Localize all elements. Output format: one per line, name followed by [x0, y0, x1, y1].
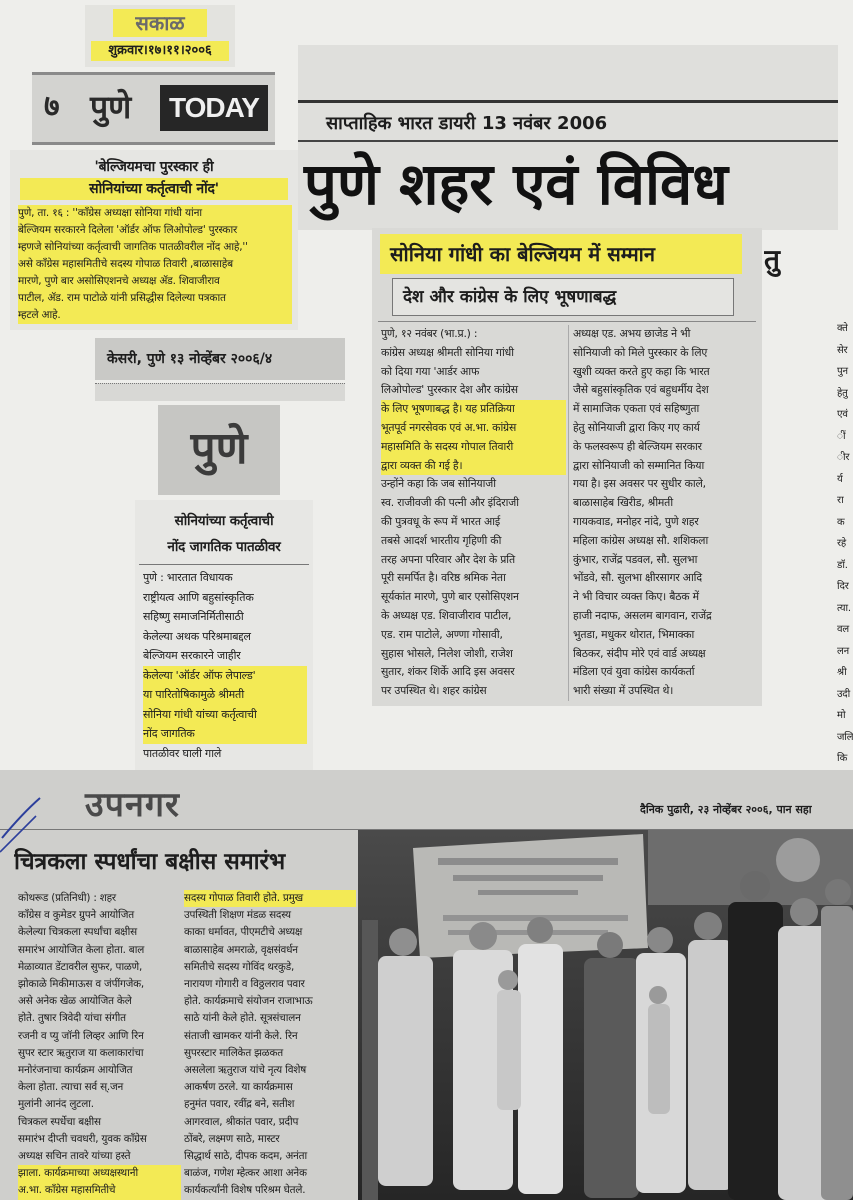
- body-line: झाला. कार्यक्रमाच्या अध्यक्षस्थानी: [18, 1165, 181, 1182]
- clipping-date: शुक्रवार।१७।११।२००६: [91, 41, 229, 61]
- body-line: राष्ट्रीयत्व आणि बहुसांस्कृतिक: [143, 590, 254, 604]
- right-edge-cut-text: [837, 318, 853, 773]
- child-figure: [497, 970, 521, 1110]
- stage-pillar: [362, 920, 378, 1200]
- body-line: केला होता. त्याचा सर्व स्.जन: [18, 1081, 124, 1094]
- body-line: सुपर स्टार ऋतुराज या कलाकारांचा: [18, 1046, 144, 1059]
- body-line: सूर्यकांत मारणे, पुणे बार एसोसिएशन: [381, 590, 519, 604]
- belgium-award-clipping: [10, 150, 298, 330]
- body-line: बेल्जियम सरकारने जाहीर: [143, 649, 241, 662]
- body-line: जैसे बहुसांस्कृतिक एवं बहुधर्मीय देश: [573, 383, 709, 397]
- body-line: काका धर्मावत, पीएमटीचे अध्यक्ष: [184, 926, 303, 939]
- sakal-clipping: [85, 5, 235, 67]
- body-line: बेल्जियम सरकारने दिलेला 'ऑर्डर ऑफ लिओपोल्ड' पुरस्कार: [18, 222, 292, 239]
- body-line: सोनियाजी को मिले पुरस्कार के लिए: [573, 345, 708, 359]
- body-line: होते. तुषार त्रिवेदी यांचा संगीत: [18, 1012, 126, 1025]
- text-fragment: दिर: [837, 581, 849, 592]
- body-line: हेतु सोनियाजी द्वारा किए गए कार्य: [573, 420, 700, 434]
- text-fragment: त्या.: [837, 602, 851, 614]
- person-figure: [584, 932, 639, 1198]
- divider: [298, 140, 838, 142]
- body-line: रजनी व प्यु जॉनी लिव्हर आणि रिन: [18, 1029, 144, 1042]
- article-headline: [139, 508, 309, 565]
- body-line: सुपरस्टार मालिकेत झळकत: [184, 1046, 283, 1059]
- headline-line: 'बेल्जियमचा पुरस्कार ही: [94, 159, 214, 175]
- article-column-2: [184, 890, 356, 1200]
- body-line: अध्यक्ष सचिन तावरे यांच्या हस्ते: [18, 1150, 131, 1163]
- body-line: समितीचे सदस्य गोविंद थरकुडे,: [184, 960, 295, 973]
- body-line: सहिष्णु समाजनिर्मितीसाठी: [143, 610, 244, 623]
- text-fragment: मो: [837, 710, 846, 721]
- child-figure: [648, 986, 670, 1114]
- body-line: नोंद जागतिक: [143, 724, 307, 744]
- body-line: द्वारा सोनियाजी को सम्मानित किया: [573, 458, 705, 472]
- text-fragment: ीर: [837, 452, 850, 463]
- clipping-edge-strip: [95, 383, 345, 401]
- body-line: काँग्रेस व कुमेडर ग्रुपने आयोजित: [18, 909, 134, 922]
- text-fragment: क: [837, 516, 845, 528]
- body-line: स्व. राजीवजी की पत्नी और इंदिराजी: [381, 496, 519, 510]
- kesari-source-label: [95, 338, 345, 380]
- body-line: कुंभार, राजेंद्र पडवल, सौ. सुलभा: [573, 552, 698, 566]
- body-line: होते. कार्यक्रमाचे संयोजन राजाभाऊ: [184, 995, 313, 1008]
- text-fragment: हेतु: [837, 387, 848, 399]
- body-line: मुलांनी आनंद लुटला.: [18, 1098, 94, 1111]
- text-fragment: लन: [837, 645, 849, 657]
- body-line: समारंभ दीप्ती चवधरी, युवक काँग्रेस: [18, 1132, 147, 1145]
- body-line: बाळासाहेब खिरीड, श्रीमती: [573, 496, 673, 510]
- body-line: संताजी खामकर यांनी केले. रिन: [184, 1029, 298, 1042]
- body-line: अध्यक्ष एड. अभय छाजेड ने भी: [573, 327, 691, 340]
- today-logo: TODAY: [160, 85, 268, 131]
- body-line: महिला कांग्रेस अध्यक्ष सौ. शशिकला: [573, 533, 709, 547]
- section-heading: उपनगर: [85, 785, 180, 825]
- sonia-recognition-clipping: [135, 500, 313, 772]
- body-line: कांग्रेस अध्यक्ष श्रीमती सोनिया गांधी: [381, 345, 514, 359]
- text-fragment: जलि: [837, 731, 853, 743]
- body-line: मंडिला एवं युवा कांग्रेस कार्यकर्ता: [573, 665, 695, 679]
- source-label: साप्ताहिक भारत डायरी 13 नवंबर 2006: [326, 113, 608, 134]
- body-line: उपस्थिती शिक्षण मंडळ सदस्य: [184, 909, 291, 922]
- body-line: सदस्य गोपाळ तिवारी होते. प्रमुख: [184, 890, 356, 907]
- source-label: दैनिक पुढारी, २३ नोव्हेंबर २००६, पान सहा: [640, 803, 812, 816]
- body-line: के लिए भूषणाबद्ध है। यह प्रतिक्रिया: [381, 400, 566, 419]
- body-line: भारी संख्या में उपस्थित थे।: [573, 684, 674, 698]
- body-line: पूरी समर्पित है। वरिष्ठ श्रमिक नेता: [381, 571, 506, 585]
- section-title: पुणे शहर एवं विविध: [304, 150, 728, 218]
- text-fragment: डॉ.: [837, 559, 848, 571]
- body-line: सुहास भोसले, निलेश जोशी, राजेश: [381, 646, 513, 660]
- pen-mark: [0, 790, 45, 860]
- article-column-1: [18, 890, 181, 1200]
- body-line: ठोंबरे, लक्ष्मण साठे, मास्टर: [184, 1132, 280, 1145]
- body-line: में सामाजिक एकता एवं सहिष्णुता: [573, 402, 700, 416]
- text-fragment: वल: [837, 624, 849, 635]
- body-line: पर उपस्थित थे। शहर कांग्रेस: [381, 684, 487, 698]
- text-fragment: र्य: [837, 473, 843, 485]
- text-fragment: पुन: [837, 366, 848, 377]
- section-name: पुणे: [90, 88, 132, 126]
- text-fragment: ीं: [837, 430, 846, 442]
- page-number: ७: [44, 89, 60, 124]
- article-headline: चित्रकला स्पर्धांचा बक्षीस समारंभ: [14, 849, 286, 875]
- text-fragment: कि: [837, 753, 848, 764]
- body-line: केलेल्या चित्रकला स्पर्धांचा बक्षीस: [18, 926, 137, 939]
- article-column-1: [381, 325, 566, 701]
- body-line: झोकाळे मिकीमाऊस व जंपींगजेक,: [18, 978, 145, 991]
- body-line: बाळंज, गणेश म्हेत्कर आशा अनेक: [184, 1167, 307, 1180]
- body-line: नारायण गोगारी व विठ्ठलराव पवार: [184, 978, 305, 991]
- article-column-2: [573, 325, 758, 701]
- headline-line: नोंद जागतिक पातळीवर: [167, 539, 281, 555]
- body-line: तरह अपना परिवार और देश के प्रति: [381, 552, 515, 566]
- body-line: तबसे आदर्श भारतीय गृहिणी की: [381, 533, 502, 547]
- body-line: ने भी विचार व्यक्त किए। बैठक में: [573, 590, 699, 604]
- bharat-diary-article: [372, 228, 762, 706]
- pune-today-section-bar: [32, 72, 275, 145]
- body-line: पुणे : भारतात विधायक: [143, 571, 233, 584]
- body-line: के अध्यक्ष एड. शिवाजीराव पाटील,: [381, 608, 512, 622]
- divider: [298, 100, 838, 103]
- event-photo: [358, 830, 853, 1200]
- body-line: साठे यांनी केले होते. सूत्रसंचालन: [184, 1012, 301, 1025]
- body-line: केलेल्या 'ऑर्डर ऑफ लेपाल्ड': [143, 666, 307, 686]
- body-line: पुणे, ता. १६ : ''काँग्रेस अध्यक्षा सोनिया गांधी यांना: [18, 205, 292, 222]
- cut-headline-fragment: तु: [764, 243, 780, 276]
- body-line: समारंभ आयोजित केला होता. बाल: [18, 943, 145, 956]
- text-fragment: एवं: [837, 409, 848, 420]
- column-separator: [568, 325, 569, 701]
- person-figure: [518, 917, 563, 1194]
- body-line: केलेल्या अथक परिश्रमाबद्दल: [143, 629, 251, 643]
- article-headline: सोनिया गांधी का बेल्जियम में सम्मान: [380, 234, 742, 274]
- body-line: मनोरंजनाचा कार्यक्रम आयोजित: [18, 1064, 133, 1077]
- body-line: एड. राम पाटोले, अण्णा गोसावी,: [381, 627, 503, 641]
- body-line: गया है। इस अवसर पर सुधीर काले,: [573, 477, 706, 491]
- source-label: केसरी, पुणे १३ नोव्हेंबर २००६/४: [107, 351, 273, 367]
- body-line: उन्होंने कहा कि जब सोनियाजी: [381, 477, 496, 491]
- body-line: म्हणजे सोनियांच्या कर्तृत्वाची जागतिक पातळीवरील नोंद आहे,'': [18, 239, 292, 256]
- person-figure: [821, 879, 853, 1200]
- body-line: बाळासाहेब अमराळे, वृक्षसंवर्धन: [184, 943, 298, 956]
- portrait-on-backdrop: [776, 838, 820, 882]
- body-line: को दिया गया 'आर्डर आफ: [381, 364, 480, 378]
- text-fragment: सेर: [837, 344, 848, 356]
- body-line: मारणे, पुणे बार असोसिएशनचे अध्यक्ष ॲड. शिवाजीराव: [18, 273, 292, 290]
- person-figure: [688, 912, 733, 1190]
- body-line: असे काँग्रेस महासमितीचे सदस्य गोपाळ तिवारी ,बाळासाहेब: [18, 256, 292, 273]
- text-fragment: रहे: [837, 538, 846, 549]
- body-line: या पारितोषिकामुळे श्रीमती: [143, 685, 307, 705]
- section-heading: पुणे: [190, 423, 248, 474]
- body-line: भोंडवे, सौ. सुलभा क्षीरसागर आदि: [573, 571, 702, 585]
- body-line: बिठकर, संदीप मोरे एवं वार्ड अध्यक्ष: [573, 646, 706, 660]
- text-fragment: रा: [837, 495, 844, 506]
- body-line: आगरवाल, श्रीकांत पवार, प्रदीप: [184, 1115, 299, 1128]
- body-line: असलेला ऋतुराज यांचे नृत्य विशेष: [184, 1064, 307, 1077]
- body-line: सिद्धार्थ साठे, दीपक कदम, अनंता: [184, 1150, 308, 1163]
- body-line: मेळाव्यात डेंटावरील सुफर, पाळणे,: [18, 960, 143, 973]
- body-line: कोथरूड (प्रतिनिधी) : शहर: [18, 892, 116, 904]
- body-line: पातळीवर घाली गाले: [143, 746, 222, 760]
- bharat-diary-header-clipping: [298, 45, 838, 230]
- body-line: म्हटले आहे.: [18, 307, 292, 324]
- body-line: सुतार, शंकर शिर्के आदि इस अवसर: [381, 665, 515, 679]
- body-line: आकर्षण ठरले. या कार्यक्रमास: [184, 1081, 293, 1094]
- body-line: पाटील, ॲड. राम पाटोळे यांनी प्रसिद्धीस दिलेल्या पत्रकात: [18, 290, 292, 307]
- body-line: पुणे, १२ नवंबर (भा.प्र.) :: [381, 327, 478, 340]
- body-line: महासमिति के सदस्य गोपाल तिवारी: [381, 438, 566, 457]
- body-line: हाजी नदाफ, असलम बागवान, राजेंद्र: [573, 608, 712, 622]
- upnagar-clipping: [0, 770, 853, 1200]
- headline-line: सोनियांच्या कर्तृत्वाची नोंद': [20, 178, 288, 200]
- body-line: भुतडा, मधुकर थोरात, भिमाक्का: [573, 627, 695, 641]
- body-line: लिओपोल्ड' पुरस्कार देश और कांग्रेस: [381, 383, 518, 397]
- article-body: [18, 205, 292, 324]
- body-line: के फलस्वरूप ही बेल्जियम सरकार: [573, 439, 702, 453]
- text-fragment: उदी: [837, 688, 850, 700]
- text-fragment: क्ते: [837, 323, 848, 334]
- headline-line: सोनियांच्या कर्तृत्वाची: [174, 513, 274, 529]
- text-fragment: श्री: [837, 667, 847, 678]
- divider: [378, 321, 756, 322]
- article-headline: [20, 156, 288, 200]
- body-line: चित्रकल स्पर्धेचा बक्षीस: [18, 1115, 101, 1128]
- newspaper-masthead: सकाळ: [113, 9, 207, 37]
- body-line: अ.भा. काँग्रेस महासमितीचे: [18, 1182, 181, 1199]
- pune-section-heading: [158, 405, 280, 495]
- body-line: कार्यकर्त्यांनी विशेष परिश्रम घेतले.: [184, 1184, 306, 1197]
- body-line: सोनिया गांधी यांच्या कर्तृत्वाची: [143, 705, 307, 725]
- article-body: [143, 568, 307, 763]
- body-line: भूतपूर्व नगरसेवक एवं अ.भा. कांग्रेस: [381, 419, 566, 438]
- body-line: द्वारा व्यक्त की गई है।: [381, 457, 566, 476]
- body-line: खुशी व्यक्त करते हुए कहा कि भारत: [573, 364, 710, 378]
- body-line: गायकवाड, मनोहर नांदे, पुणे शहर: [573, 514, 699, 528]
- person-figure: [378, 928, 433, 1186]
- person-figure: [728, 871, 783, 1200]
- article-subheadline: देश और कांग्रेस के लिए भूषणाबद्ध: [392, 278, 734, 316]
- body-line: की पुत्रवधू के रूप में भारत आई: [381, 514, 500, 528]
- body-line: असे अनेक खेळ आयोजित केले: [18, 995, 132, 1008]
- body-line: हनुमंत पवार, रवींद्र बने, सतीश: [184, 1098, 295, 1111]
